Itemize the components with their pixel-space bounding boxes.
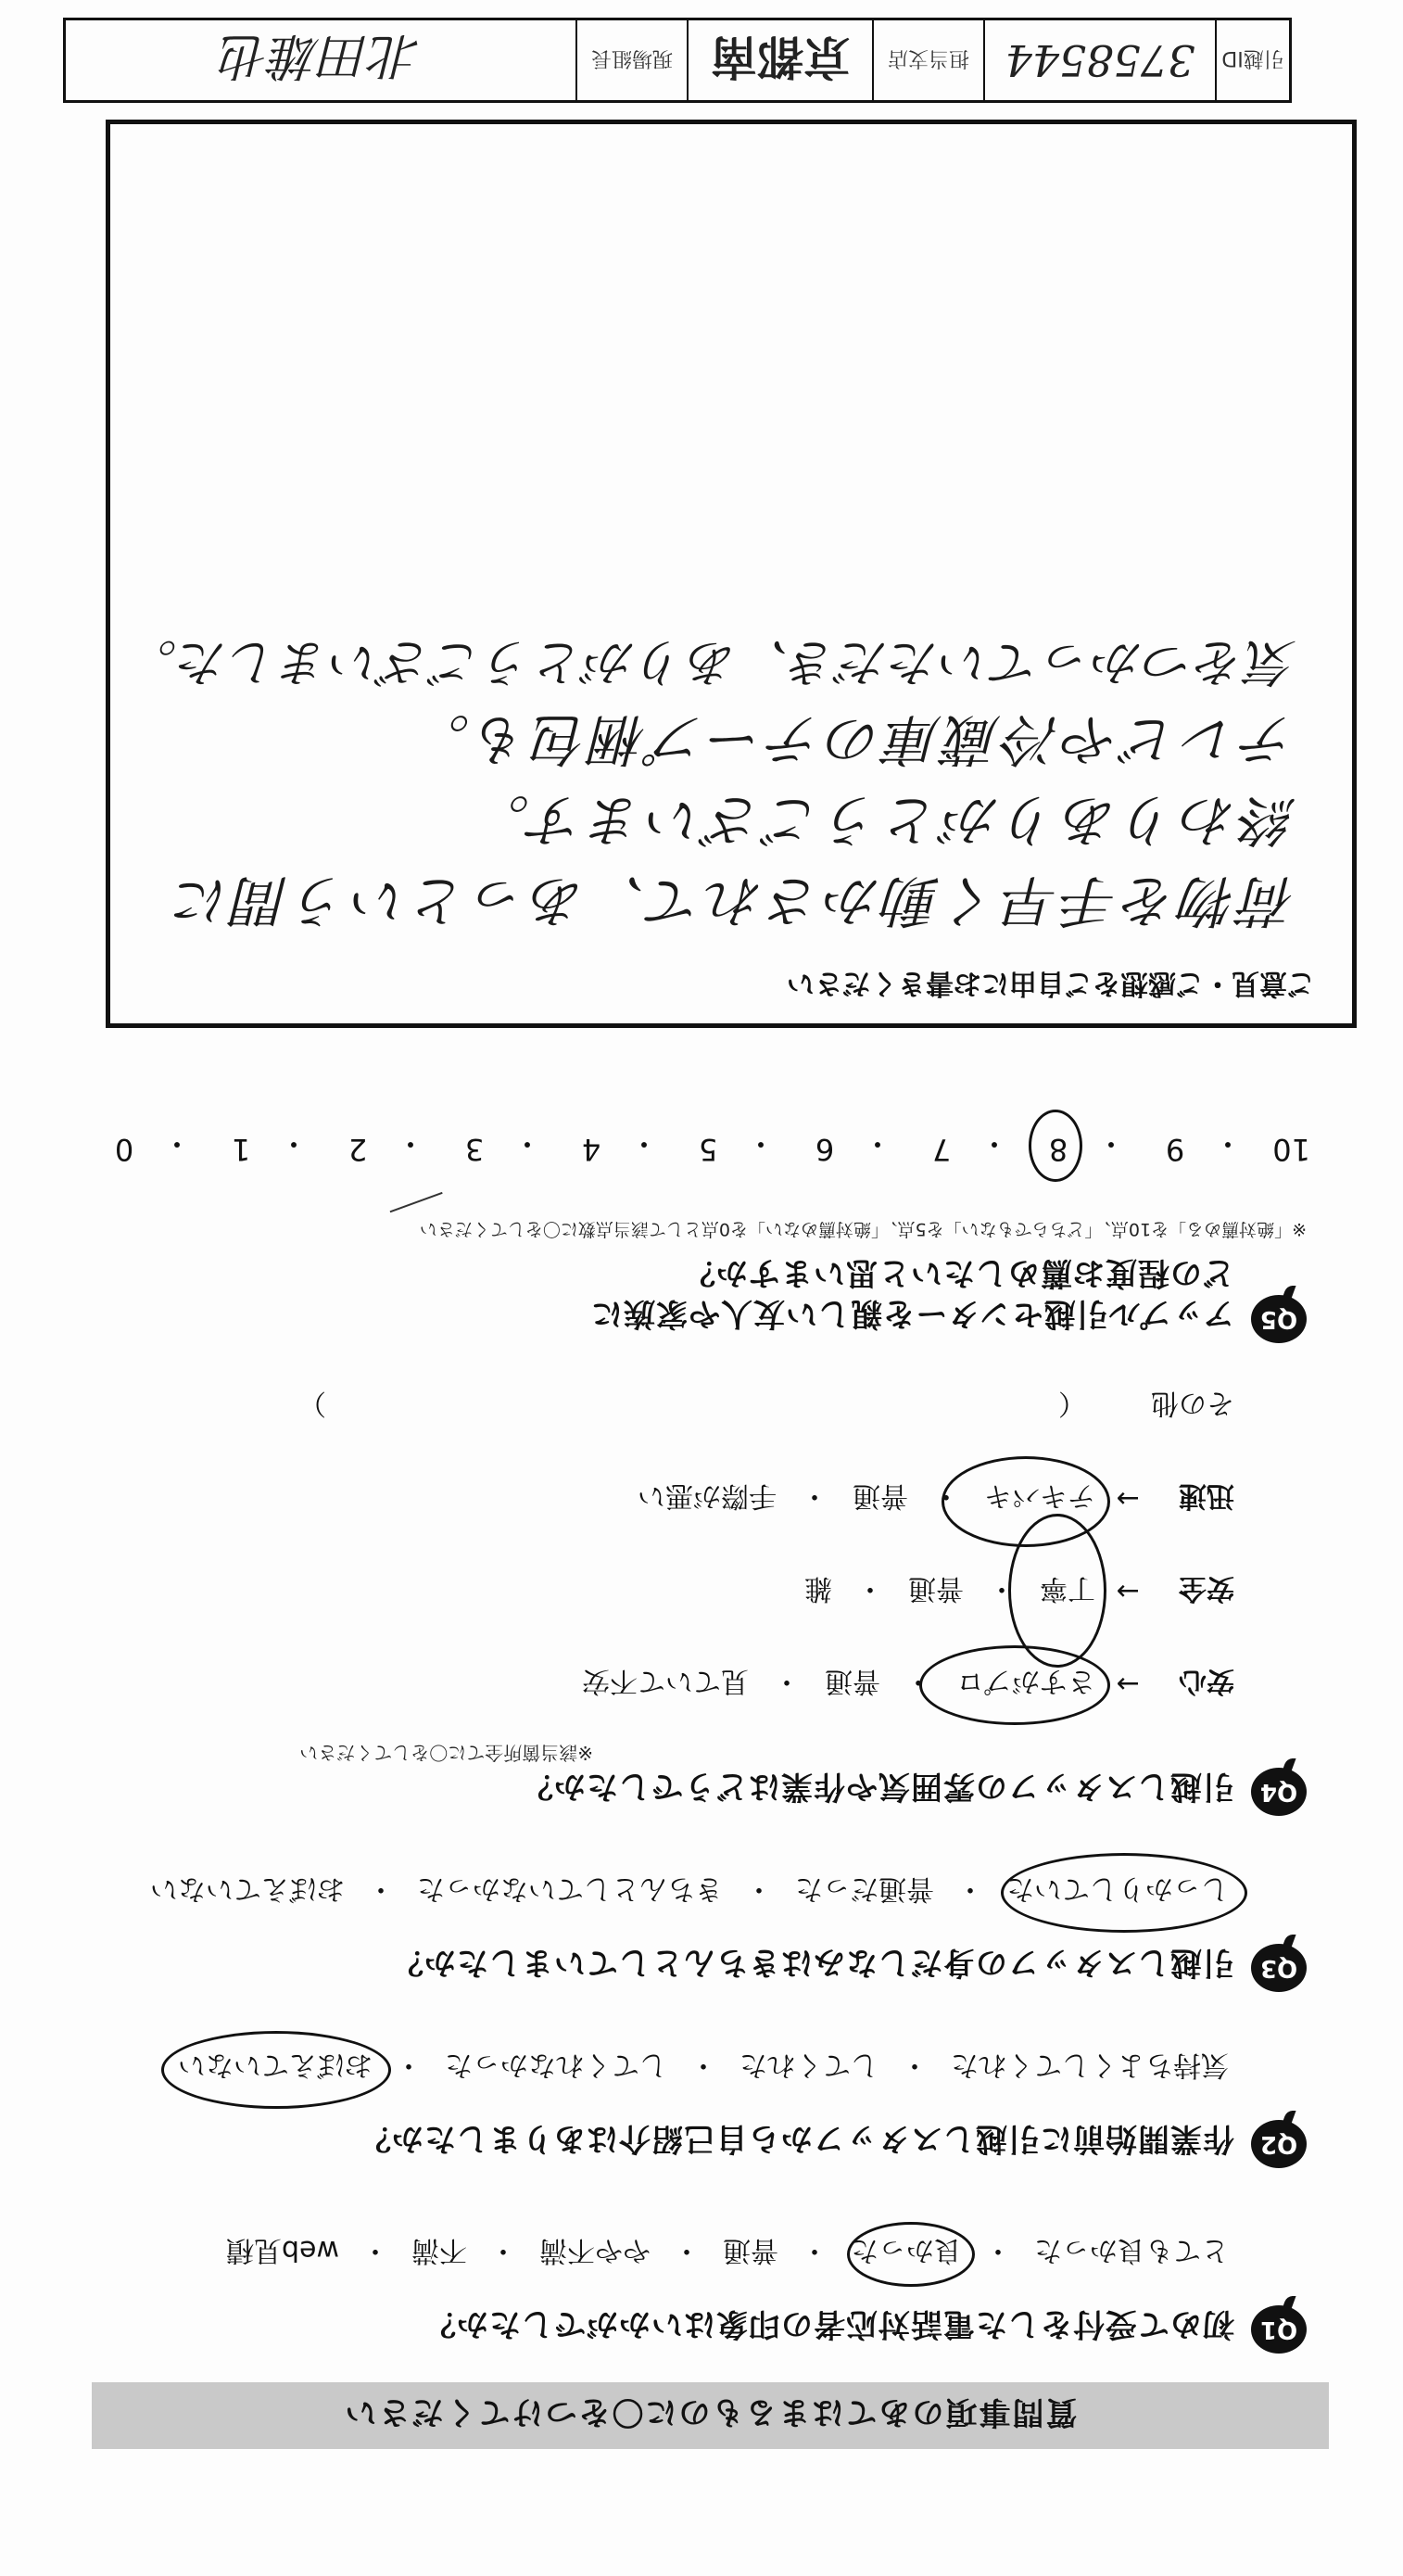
q4-row-2-option-1[interactable]: [1040, 1571, 1095, 1612]
q4-row-2-option-2[interactable]: 普通: [908, 1572, 964, 1605]
score-3[interactable]: 3: [464, 1132, 485, 1167]
comment-line-4: 気をつかっていただき、ありがとうございました。: [126, 633, 1296, 692]
q1-option-1[interactable]: とても良かった: [1034, 2234, 1229, 2266]
q4-row-anzen: 安全 → 丁寧 ・ 普通 ・ 雑: [804, 1571, 1234, 1612]
q2-option-4-label: おぼえていない: [178, 2049, 373, 2081]
arrow-right-icon: →: [1116, 1482, 1140, 1516]
comment-line-3: テレビや冷蔵庫のテープ梱包も。: [411, 706, 1296, 771]
branch-value-cell: [687, 20, 872, 100]
q3-option-2[interactable]: 普通だった: [795, 1872, 934, 1905]
q2-options: 気持ちよくしてくれた ・ してくれた ・ してくれなかった ・ おぼえていない: [172, 2048, 1234, 2088]
q4-note: ※該当箇所全てに〇をしてください: [299, 1742, 593, 1764]
score-9[interactable]: 9: [1165, 1132, 1185, 1167]
branch-label: 担当支店: [888, 46, 970, 70]
q4-row-1-option-2[interactable]: 普通: [825, 1665, 880, 1697]
score-8-label: 8: [1048, 1132, 1068, 1167]
q4-other-close: ）: [298, 1387, 326, 1419]
score-7[interactable]: 7: [931, 1132, 952, 1167]
leader-label-cell: [575, 20, 687, 100]
q4-row-anshin: 安心 → さすがプロ ・ 普通 ・ 見ていて不安: [582, 1664, 1234, 1705]
q1-option-6[interactable]: web見積: [225, 2234, 339, 2266]
score-4[interactable]: 4: [581, 1132, 601, 1167]
comment-text-area[interactable]: [126, 626, 1296, 940]
score-8[interactable]: [1040, 1124, 1077, 1167]
q2-option-2[interactable]: してくれた: [739, 2049, 878, 2081]
instruction-banner: [92, 2382, 1329, 2449]
q5-badge: Q5: [1251, 1295, 1307, 1343]
banner-text: 質問事項のあてはまるものに〇をつけてください: [343, 2393, 1078, 2431]
score-1[interactable]: 1: [231, 1132, 251, 1167]
q4-row-1-option-1-label: さすがプロ: [956, 1665, 1095, 1697]
q4-text: 引越しスタッフの雰囲気や作業はどうでしたか？: [521, 1768, 1234, 1805]
score-10[interactable]: 10: [1272, 1132, 1310, 1167]
q1-option-5[interactable]: 不満: [411, 2234, 467, 2266]
q3-badge: Q3: [1251, 1944, 1307, 1992]
arrow-right-icon: →: [1116, 1668, 1140, 1701]
q4-row-1-option-1[interactable]: [956, 1664, 1095, 1705]
q3-option-4[interactable]: おぼえていない: [150, 1872, 345, 1905]
q1-option-2[interactable]: [845, 2233, 967, 2274]
q4-row-2-option-1-label: 丁寧: [1040, 1572, 1095, 1605]
q5-note: ※「絶対薦める」を10点、「どちらでもない」を5点、「絶対薦めない」を0点として該当点数に〇をしてください: [419, 1219, 1307, 1239]
q2-option-4[interactable]: [172, 2048, 378, 2088]
branch-label-cell: [872, 20, 983, 100]
q1-options: とても良かった ・ 良かった ・ 普通 ・ やや不満 ・ 不満 ・ web見積: [221, 2233, 1234, 2274]
comment-title: ご意見・ご感想をご自由にお書きください: [787, 967, 1315, 999]
score-6[interactable]: 6: [815, 1132, 835, 1167]
q4-row-3-option-1[interactable]: [984, 1478, 1095, 1519]
q4-row-1-key: 安心: [1179, 1665, 1234, 1697]
q3-option-3[interactable]: きちんとしていなかった: [417, 1872, 723, 1905]
id-value-cell: [983, 20, 1215, 100]
score-0[interactable]: 0: [114, 1132, 134, 1167]
comment-line-1: 荷物を手早く動かされて、あっという間に: [171, 868, 1296, 933]
id-label-cell: [1215, 20, 1289, 100]
q3-option-1[interactable]: [1001, 1872, 1234, 1912]
q3-text: 引越しスタッフの身だしなみはきちんとしていましたか？: [391, 1944, 1234, 1981]
q1-option-3[interactable]: 普通: [723, 2234, 778, 2266]
q4-other-open: （: [1058, 1387, 1086, 1419]
q1-option-4[interactable]: やや不満: [539, 2234, 651, 2266]
q4-row-jinsoku: 迅速 → テキパキ ・ 普通 ・ 手際が悪い: [638, 1478, 1234, 1519]
q4-row-3-option-2[interactable]: 普通: [853, 1479, 908, 1512]
q4-other-row: [298, 1386, 1234, 1427]
comment-line-2: 終わりありがとうございます。: [470, 787, 1296, 852]
score-2[interactable]: 2: [348, 1132, 368, 1167]
q1-badge: Q1: [1251, 2305, 1307, 2354]
id-header-bar: [63, 18, 1292, 103]
q4-row-3-key: 迅速: [1179, 1479, 1234, 1512]
leader-value-cell: [66, 20, 575, 100]
q2-option-1[interactable]: 気持ちよくしてくれた: [951, 2049, 1229, 2081]
q2-text: 作業開始前に引越しスタッフから自己紹介はありましたか？: [359, 2120, 1234, 2157]
leader-label: 現場組長: [591, 46, 674, 70]
q1-option-2-label: 良かった: [851, 2234, 962, 2266]
q5-text-line1: アップル引越センターを親しい友人や家族に: [590, 1295, 1234, 1332]
q5-score-scale: 10 ・ 9 ・ 8 ・ 7 ・ 6 ・ 5 ・ 4 ・ 3 ・ 2 ・ 1 ・ 0: [106, 1124, 1310, 1167]
pen-stroke-mark: [380, 1166, 442, 1213]
q4-row-2-option-3[interactable]: 雑: [804, 1572, 832, 1605]
branch-value: 京都南: [711, 30, 850, 84]
comment-box: [106, 120, 1357, 1028]
q2-option-3[interactable]: してくれなかった: [445, 2049, 667, 2081]
q4-other-label: その他: [1151, 1387, 1234, 1419]
score-5[interactable]: 5: [698, 1132, 718, 1167]
q4-badge: Q4: [1251, 1768, 1307, 1816]
leader-value: 北田雄也: [221, 27, 421, 86]
q4-row-3-option-1-label: テキパキ: [984, 1479, 1095, 1512]
q5-text-line2: どの程度お薦めしたいと思いますか？: [683, 1254, 1234, 1291]
q3-option-1-label: しっかりしていた: [1006, 1872, 1229, 1905]
id-label: 引越ID: [1221, 46, 1284, 70]
id-value: 3758544: [1005, 35, 1195, 85]
q4-row-2-key: 安全: [1179, 1572, 1234, 1605]
arrow-right-icon: →: [1116, 1575, 1140, 1608]
q4-row-3-option-3[interactable]: 手際が悪い: [638, 1479, 777, 1512]
q3-options: しっかりしていた ・ 普通だった ・ きちんとしていなかった ・ おぼえていない: [145, 1872, 1234, 1912]
q4-row-1-option-3[interactable]: 見ていて不安: [582, 1665, 749, 1697]
q2-badge: Q2: [1251, 2120, 1307, 2168]
q1-text: 初めて受付をした電話対応者の印象はいかがでしたか？: [423, 2305, 1234, 2342]
